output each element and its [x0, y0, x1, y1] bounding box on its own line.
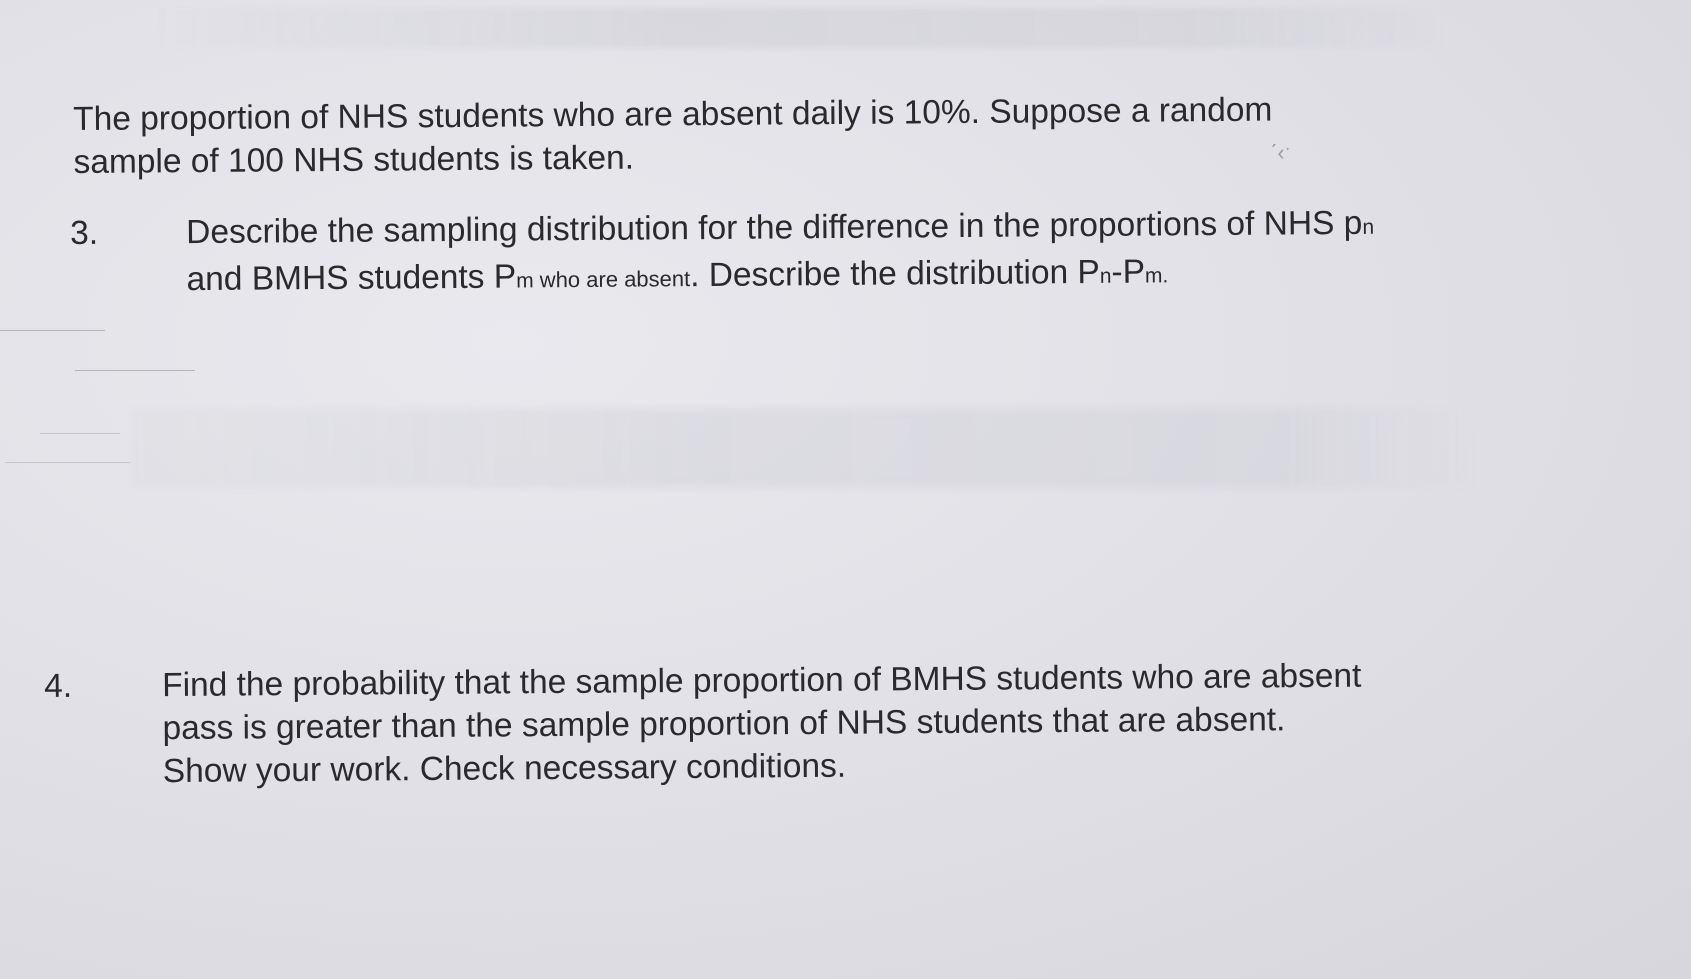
question-number: 4. [44, 667, 73, 705]
margin-mark [5, 462, 130, 463]
period: . [1162, 264, 1169, 288]
question-text [186, 202, 1375, 305]
question-4-line-2: pass is greater than the sample proportion of NHS students that are absent. [162, 701, 1286, 748]
margin-mark [40, 433, 120, 434]
question-3-line-2a: and BMHS students P [186, 258, 517, 299]
intro-line-1: The proportion of NHS students who are absent daily is 10%. Suppose a random [73, 91, 1273, 138]
intro-paragraph [73, 87, 1474, 184]
question-number: 3. [70, 214, 99, 252]
intro-line-2: sample of 100 NHS students is taken. [73, 139, 635, 181]
subscript-n: n [1099, 264, 1112, 288]
dash-p: -P [1111, 253, 1146, 291]
bleed-through-middle [130, 408, 1480, 488]
question-3-line-1: Describe the sampling distribution for the difference in the proportions of NHS p [186, 204, 1363, 252]
question-4-line-3: Show your work. Check necessary conditions. [162, 747, 847, 791]
subscript-m: m [516, 269, 534, 293]
bleed-through-top [150, 8, 1450, 48]
subscript-m: m [1144, 264, 1163, 288]
margin-mark [0, 330, 105, 331]
small-text: who are absent [533, 266, 691, 293]
margin-mark [75, 370, 195, 371]
question-text [162, 655, 1362, 793]
question-4-line-1: Find the probability that the sample proportion of BMHS students who are absent [162, 657, 1362, 705]
question-3-line-2b: . Describe the distribution P [690, 253, 1100, 295]
subscript-n: n [1362, 215, 1375, 239]
pencil-mark-icon: ˊ‹ˑ [1270, 140, 1291, 165]
